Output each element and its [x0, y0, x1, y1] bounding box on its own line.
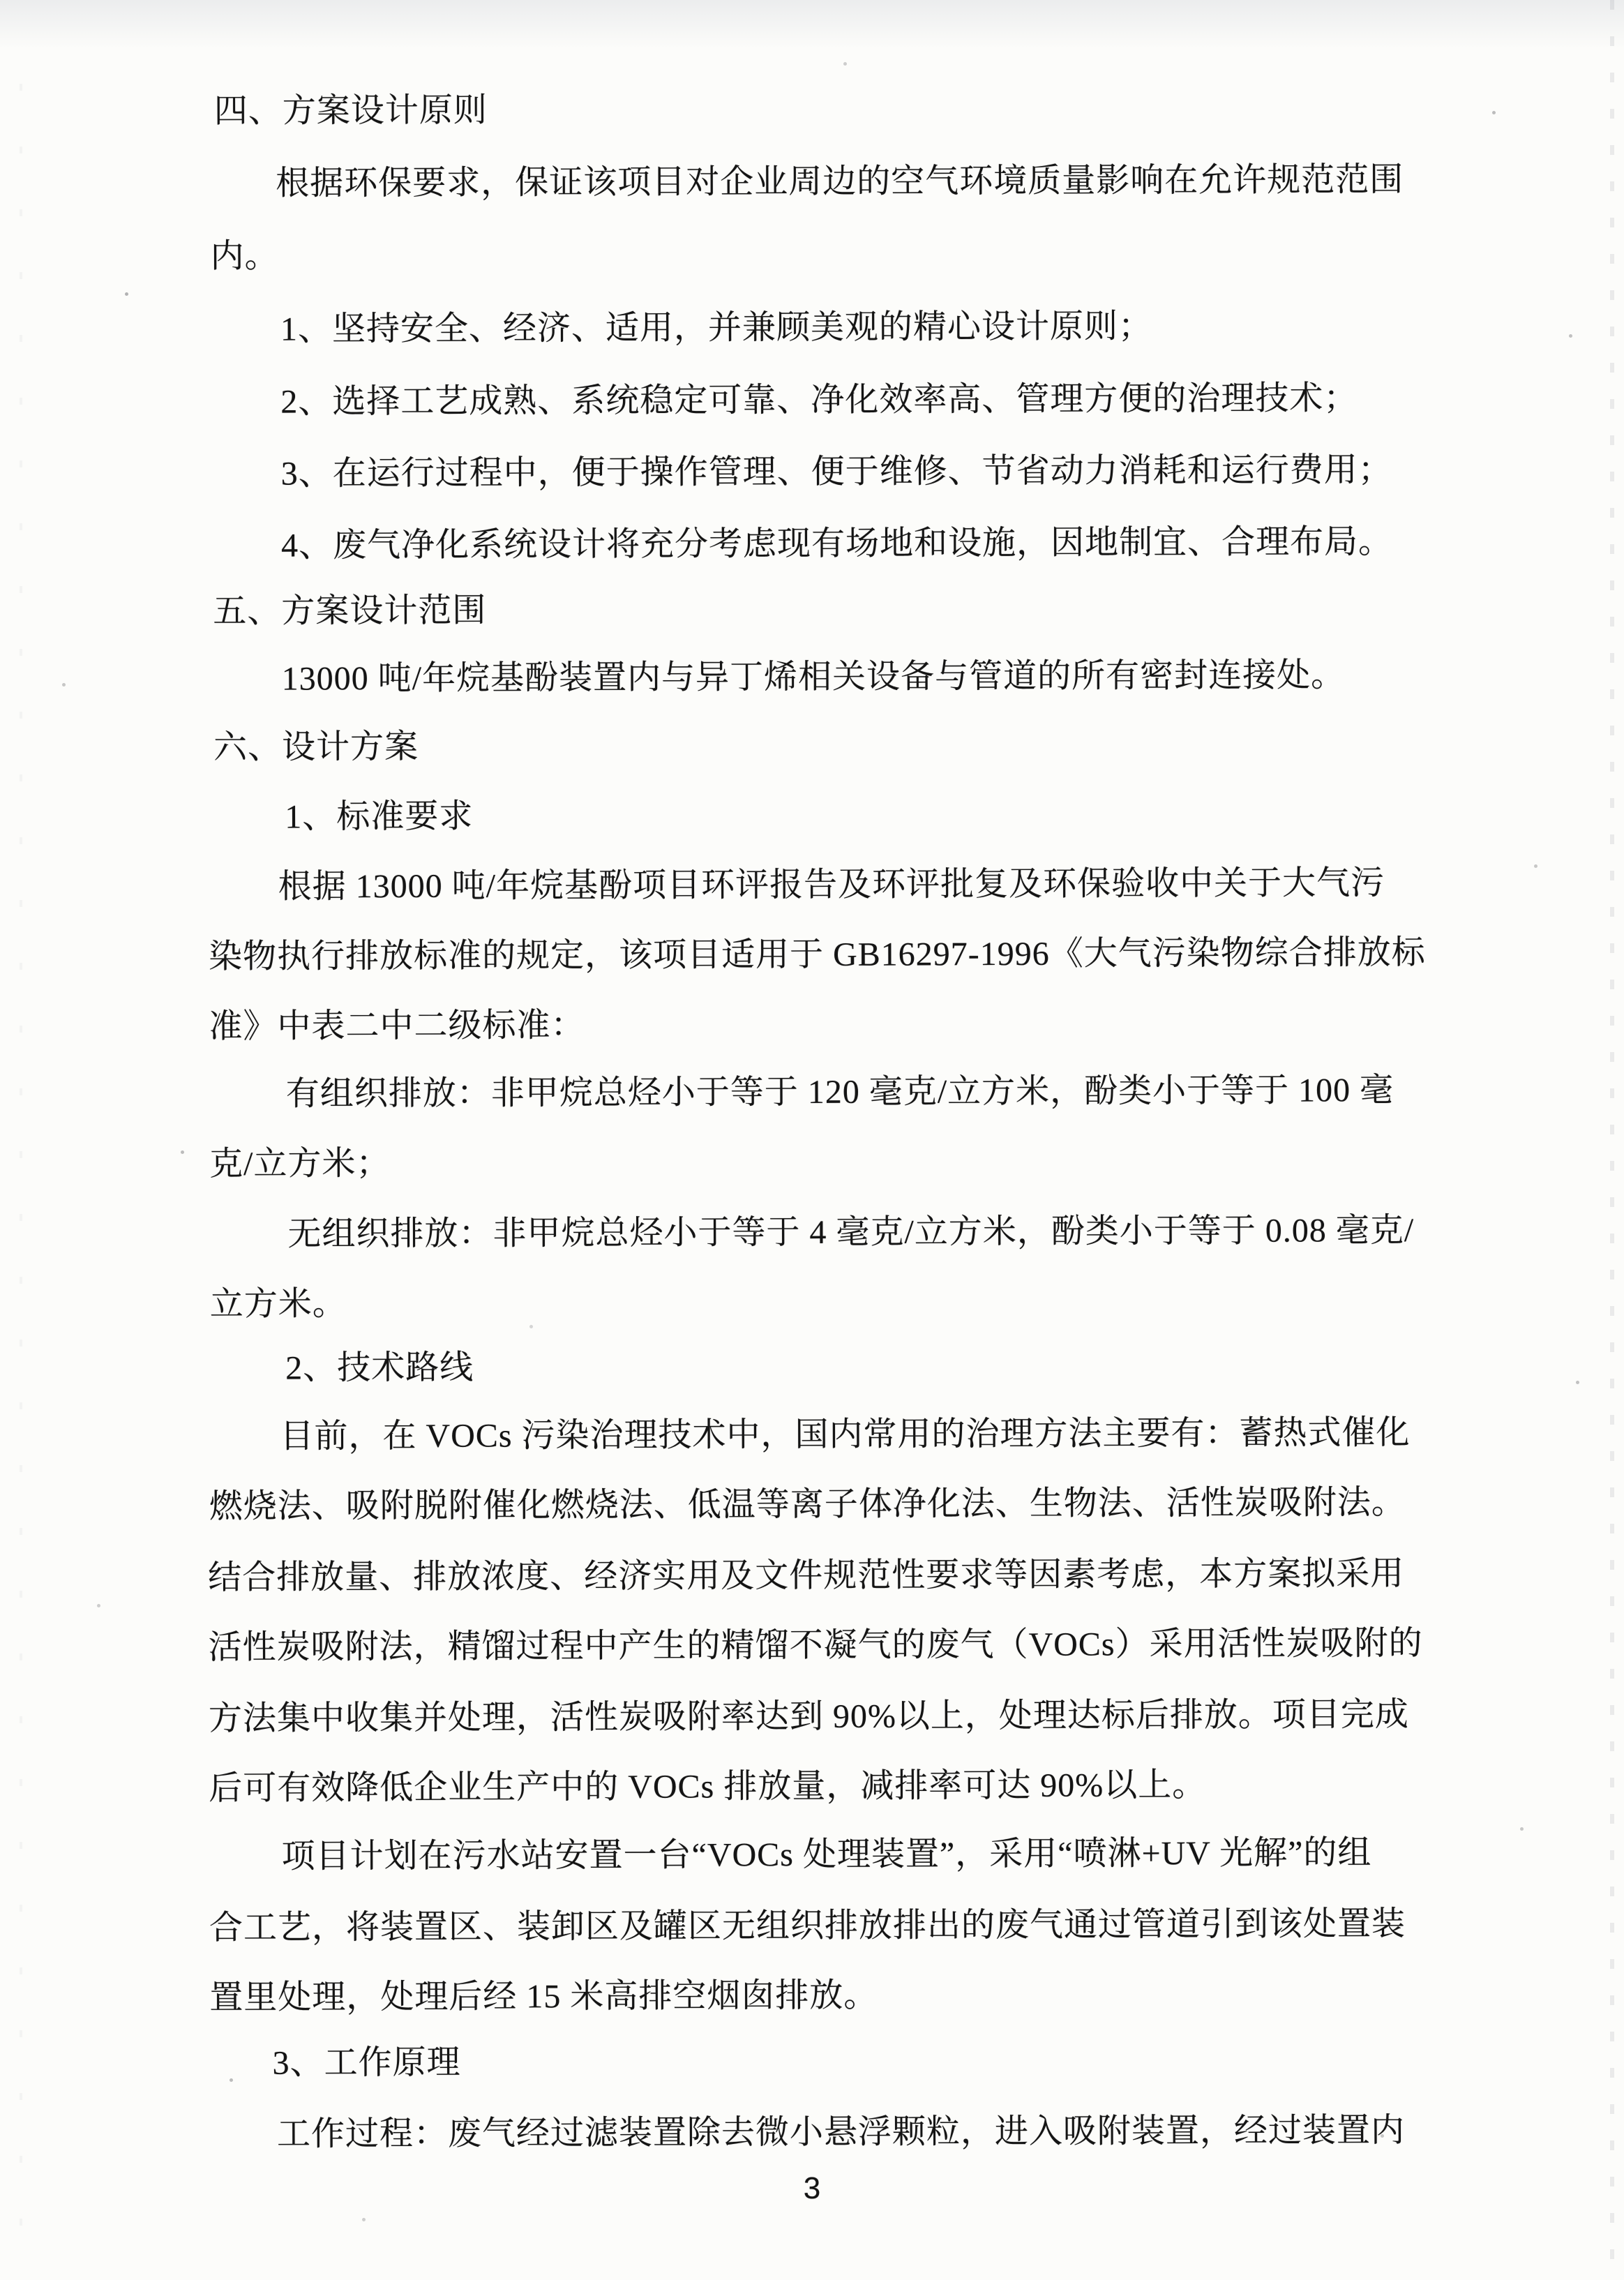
- list-item-4: 4、废气净化系统设计将充分考虑现有场地和设施，因地制宜、合理布局。: [280, 523, 1393, 564]
- subsection-heading-1: 1、标准要求: [285, 797, 474, 836]
- text-line: 准》中表二中二级标准：: [209, 1007, 585, 1046]
- text-line: 置里处理，处理后经 15 米高排空烟囱排放。: [209, 1977, 878, 2017]
- section-heading-5: 五、方案设计范围: [213, 592, 487, 630]
- list-item-2: 2、选择工艺成熟、系统稳定可靠、净化效率高、管理方便的治理技术；: [280, 380, 1358, 421]
- text-line: 13000 吨/年烷基酚装置内与异丁烯相关设备与管道的所有密封连接处。: [281, 657, 1346, 698]
- page-number: 3: [803, 2171, 821, 2205]
- text-line: 合工艺，将装置区、装卸区及罐区无组织排放排出的废气通过管道引到该处置装: [209, 1905, 1406, 1947]
- subsection-heading-3: 3、工作原理: [272, 2043, 461, 2082]
- scan-noise-specks: [0, 0, 2, 2]
- text-line: 染物执行排放标准的规定，该项目适用于 GB16297-1996《大气污染物综合排放标: [208, 933, 1426, 976]
- text-line: 方法集中收集并处理，活性炭吸附率达到 90%以上，处理达标后排放。项目完成: [208, 1696, 1409, 1738]
- text-line: 内。: [210, 237, 279, 276]
- section-heading-6: 六、设计方案: [213, 728, 419, 766]
- text-line: 活性炭吸附法，精馏过程中产生的精馏不凝气的废气（VOCs）采用活性炭吸附的: [208, 1624, 1423, 1667]
- text-line: 无组织排放：非甲烷总烃小于等于 4 毫克/立方米，酚类小于等于 0.08 毫克/: [287, 1211, 1415, 1253]
- list-item-1: 1、坚持安全、经济、适用，并兼顾美观的精心设计原则；: [280, 308, 1153, 348]
- text-line: 结合排放量、排放浓度、经济实用及文件规范性要求等因素考虑，本方案拟采用: [208, 1555, 1405, 1597]
- text-line: 目前，在 VOCs 污染治理技术中，国内常用的治理方法主要有：蓄热式催化: [280, 1414, 1411, 1455]
- list-item-3: 3、在运行过程中，便于操作管理、便于维修、节省动力消耗和运行费用；: [280, 451, 1392, 493]
- text-line: 克/立方米；: [209, 1145, 391, 1183]
- text-line: 根据 13000 吨/年烷基酚项目环评报告及环评批复及环保验收中关于大气污: [278, 864, 1385, 906]
- text-line: 燃烧法、吸附脱附催化燃烧法、低温等离子体净化法、生物法、活性炭吸附法。: [209, 1484, 1406, 1526]
- text-line: 项目计划在污水站安置一台“VOCs 处理装置”，采用“喷淋+UV 光解”的组: [281, 1834, 1372, 1875]
- subsection-heading-2: 2、技术路线: [285, 1349, 474, 1387]
- text-line: 立方米。: [209, 1285, 347, 1323]
- text-line: 根据环保要求，保证该项目对企业周边的空气环境质量影响在允许规范范围: [276, 161, 1404, 202]
- text-line: 后可有效降低企业生产中的 VOCs 排放量，减排率可达 90%以上。: [209, 1767, 1207, 1808]
- text-line: 有组织排放：非甲烷总烃小于等于 120 毫克/立方米，酚类小于等于 100 毫: [285, 1072, 1394, 1113]
- section-heading-4: 四、方案设计原则: [213, 91, 488, 130]
- text-line: 工作过程：废气经过滤装置除去微小悬浮颗粒，进入吸附装置，经过装置内: [276, 2112, 1406, 2153]
